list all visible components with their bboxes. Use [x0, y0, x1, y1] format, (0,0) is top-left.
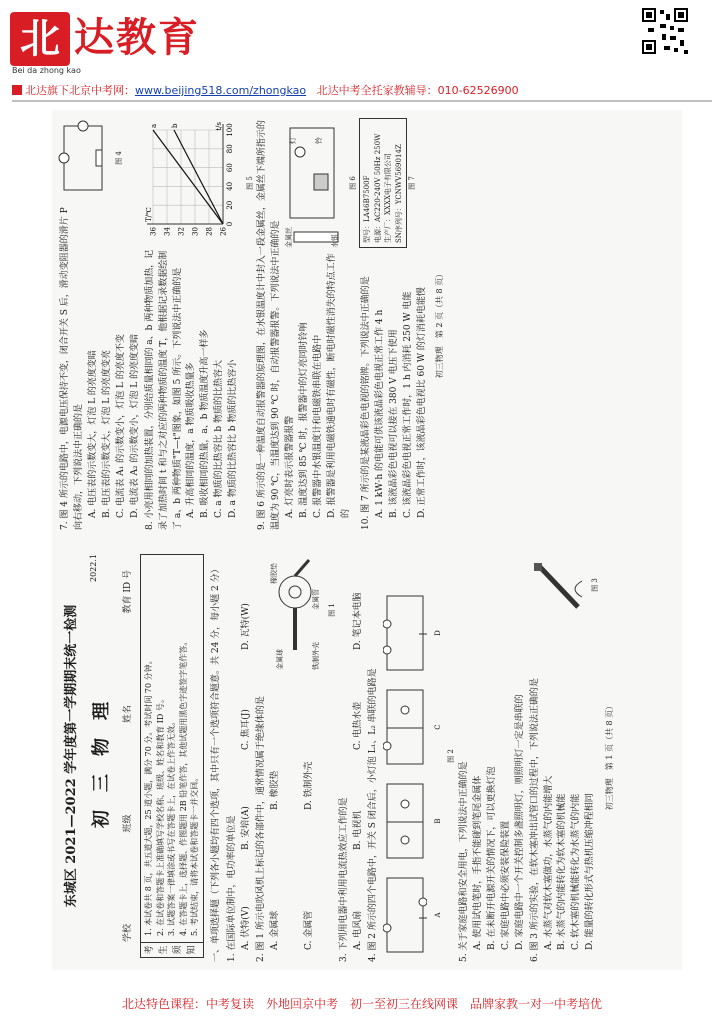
option: D. 能量的转化形式与热机压缩冲程相同 — [585, 793, 596, 950]
figure-7-caption: 图 7 — [408, 176, 417, 190]
figure-3-caption: 图 3 — [590, 578, 599, 592]
fig1-label: 铁制外壳 — [311, 642, 320, 670]
figure-2 — [383, 550, 444, 962]
option: A. 电压表的示数变大，灯泡 L 的亮度变暗 — [87, 350, 98, 518]
option: B. 橡胶垫 — [269, 770, 280, 810]
y-tick-label: 32 — [177, 227, 186, 236]
series-label-a: a — [149, 123, 158, 128]
notes-label: 考生须知 — [141, 942, 203, 957]
figure-5-caption: 图 5 — [245, 176, 254, 190]
question-6-options — [543, 620, 599, 962]
option: B. 电压表的示数变大，灯泡 L 的亮度变亮 — [101, 349, 112, 518]
fig1-label: 金属管 — [311, 589, 320, 610]
exam-notes — [140, 554, 204, 958]
question-9-options — [284, 248, 354, 530]
figure-6-caption: 图 6 — [349, 176, 358, 190]
qr-code-icon — [640, 6, 690, 56]
figure-6 — [284, 118, 359, 248]
x-tick-label: 40 — [225, 181, 234, 191]
circuit-option-b — [383, 780, 444, 862]
brand-pinyin: Bei da zhong kao — [12, 66, 81, 75]
note-item: 1. 本试卷共 8 页，共五道大题，25 道小题，满分 70 分。考试时间 70 分钟。 — [143, 656, 153, 936]
note-item: 2. 在试卷和答题卡上准确填写学校名称、班级、姓名和教育 ID 号。 — [155, 695, 165, 936]
question-2: 2. 图 1 所示电吹风机上标记的各部件中，通常情况属于绝缘体的是 — [255, 696, 266, 962]
option: C. 焦耳(J) — [240, 709, 251, 750]
tagline-suffix: 北达中考全托家教辅导：010-62526900 — [316, 84, 519, 97]
option: A. 金属球 — [269, 910, 280, 950]
question-1: 1. 在国际单位制中，电功率的单位是 — [226, 815, 237, 962]
note-item: 4. 在答题卡上，选择题、作图题用 2B 铅笔作答，其他试题用黑色字迹签字笔作答。 — [178, 637, 188, 936]
circuit-diagram — [383, 592, 427, 674]
test-tube-diagram — [528, 553, 584, 617]
option: B. 电视机 — [353, 810, 364, 850]
option: B. 安培(A) — [240, 806, 251, 850]
circuit-label: B — [434, 818, 443, 824]
student-info-row — [122, 570, 136, 942]
option: A. 使用试电笔时，手指不能碰到笔尾金属体 — [472, 775, 483, 950]
header-divider — [12, 100, 712, 102]
option: D. a 物质的比热容比 b 物质的比热容小 — [228, 359, 239, 518]
circuit-option-d — [383, 592, 444, 674]
option: B. 在未断开电源开关的情况下，可以更换灯泡 — [486, 766, 497, 950]
exam-date: 2022.1 — [89, 554, 98, 582]
notes-list — [141, 555, 203, 942]
note-item: 3. 试题答案一律填涂或书写在答题卡上，在试卷上作答无效。 — [167, 717, 177, 936]
option: D. 报警器是利用电磁铁通电时有磁性，断电时磁性消失的特点工作的 — [327, 253, 352, 518]
tagline-prefix: 北达旗下北京中考网： — [25, 84, 135, 97]
fig6-label: 铃 — [315, 137, 324, 144]
question-2-options — [269, 670, 338, 962]
question-5-options — [472, 550, 528, 962]
option: A. 1 kW·h 的电能可供该液晶彩色电视正常工作 4 h — [375, 309, 385, 518]
question-8: 8. 小亮用相同的加热装置，分别给质量相同的 a、b 两种物质加热，记录了加热时间 t 和与之对应的两种物质的温度 T，他根据记录数据绘制了 a、b 两种物质"T—t"图象，如图 5 所示。下列说法中正确的是 — [144, 249, 183, 530]
circuit-diagram — [58, 120, 108, 196]
fig6-label: 水银 — [331, 234, 340, 248]
info-name: 姓名 — [123, 704, 134, 723]
option: D. 笔记本电脑 — [353, 592, 364, 650]
x-axis-label: t/s — [214, 122, 223, 131]
exam-page-1 — [58, 550, 668, 962]
figure-7 — [359, 118, 430, 248]
question-10: 10. 图 7 所示的是某液晶彩色电视的铭牌。下列说法中正确的是 — [361, 276, 372, 530]
y-tick-label: 28 — [205, 227, 214, 236]
question-3-options — [352, 550, 366, 962]
exam-scan — [52, 110, 682, 970]
tv-nameplate — [359, 118, 407, 248]
fig1-label: 橡胶垫 — [269, 563, 278, 584]
bottom-promo: 北达特色课程：中考复读 外地回京中考 初一至初三在线网课 品牌家教一对一中考培优 — [121, 997, 602, 1011]
option: A. 水蒸气对软木塞做功，水蒸气的内能增大 — [543, 775, 554, 950]
series-line-a — [153, 130, 223, 224]
option: D. 瓦特(W) — [240, 603, 251, 650]
info-school: 学校 — [123, 923, 134, 942]
figure-1 — [269, 550, 338, 670]
circuit-option-c — [383, 686, 444, 768]
circuit-diagram — [383, 874, 427, 956]
info-class: 班级 — [123, 814, 134, 833]
question-6: 6. 图 3 所示的实验，在软木塞冲出试管口的过程中，下列说法正确的是 — [529, 678, 540, 962]
option: C. a 物质的比热容比 b 物质的比热容大 — [214, 360, 225, 518]
home-icon — [12, 85, 22, 95]
option: B. 水蒸气的内能转化为软木塞的机械能 — [557, 793, 568, 950]
option: B. 温度达到 85 ℃ 时，报警器中的灯亮同时铃响 — [299, 322, 310, 518]
fig6-label: 灯 — [289, 137, 298, 144]
option: C. 电热水壶 — [353, 701, 364, 750]
question-5: 5. 关于家庭电路和安全用电，下列说法中正确的是 — [458, 761, 469, 962]
question-7-options — [87, 198, 143, 530]
circuit-label: D — [434, 630, 443, 636]
note-item: 5. 考试结束，请将本试卷和答题卡一并交回。 — [190, 773, 200, 936]
circuit-option-a — [383, 874, 444, 956]
figure-2-caption: 图 2 — [447, 749, 456, 763]
page-number: 初三物理 第 2 页（共 8 页） — [434, 269, 444, 379]
x-tick-label: 100 — [225, 123, 234, 137]
figure-4 — [58, 118, 143, 198]
question-1-options — [240, 550, 254, 962]
option: D. 铁制外壳 — [304, 761, 315, 810]
series-label-b: b — [170, 123, 179, 128]
figure-5 — [143, 118, 256, 248]
figure-4-caption: 图 4 — [114, 151, 123, 165]
y-tick-label: 34 — [163, 227, 172, 236]
option: A. 升高相同的温度，a 物质吸收热量多 — [186, 362, 197, 518]
exam-title: 东城区 2021—2022 学年度第一学期期末统一检测 — [64, 604, 79, 908]
y-tick-label: 30 — [191, 227, 200, 236]
option: A. 伏特(V) — [240, 906, 251, 950]
brand-name: 达教育 — [74, 14, 200, 61]
circuit-label: C — [434, 724, 443, 730]
y-tick-label: 36 — [149, 227, 158, 236]
rotated-exam-sheet — [52, 110, 682, 970]
info-id: 教育 ID 号 — [123, 570, 134, 614]
option: C. 金属管 — [304, 910, 315, 950]
option: B. 该液晶彩色电视可以接在 380 V 电压下使用 — [388, 329, 399, 518]
x-tick-label: 80 — [225, 144, 234, 154]
nameplate-line: 电源：AC220-240V 50Hz 250W — [373, 133, 382, 243]
subject-title: 初三物理 — [91, 684, 113, 828]
brand-logo: 北 — [10, 12, 70, 66]
option: A. 灯亮时表示报警器报警 — [285, 415, 296, 518]
section-heading: 一、单项选择题（下列各小题均有四个选项，其中只有一个选项符合题意。共 24 分，每小题 2 分） — [210, 564, 221, 962]
figure-3 — [528, 550, 601, 620]
page-header — [0, 0, 724, 97]
series-line-b — [174, 130, 223, 224]
circuit-diagram — [383, 686, 427, 768]
figure-1-caption: 图 1 — [327, 603, 336, 617]
y-tick-label: 26 — [219, 227, 228, 236]
option: C. 该液晶彩色电视正常工作时，1 h 内消耗 250 W 电能 — [402, 291, 413, 518]
option: C. 电流表 A₁ 的示数变小，灯泡 L 的亮度不变 — [115, 334, 126, 518]
page-number: 初三物理 第 1 页（共 8 页） — [605, 701, 615, 811]
question-3: 3. 下列用电器中利用电流热效应工作的是 — [339, 797, 350, 962]
option: C. 报警器中水银温度计和电磁铁串联在电路中 — [313, 334, 324, 518]
nameplate-line: SN序列号：YCNWV569014Z — [394, 144, 403, 243]
x-tick-label: 20 — [225, 200, 234, 210]
option: D. 正常工作时，该液晶彩色电视比 60 W 的灯消耗电能慢 — [416, 287, 427, 518]
question-10-options — [374, 248, 430, 530]
question-9: 9. 图 6 所示的是一种温度自动报警器的原理图，在水银温度计中封入一段金属丝，金属丝下端所指示的温度为 90 ℃，当温度达到 90 ℃ 时，自动报警器报警。下列说法中正确的是 — [257, 120, 282, 530]
circuit-diagram — [383, 780, 427, 862]
header-tagline — [12, 82, 704, 100]
nameplate-line: 型号：LA46B7500F — [363, 175, 372, 243]
question-8-options — [185, 248, 241, 530]
fig6-label: 金属丝 — [285, 227, 294, 248]
option: D. 家庭电路中一个开关控制多盏照明灯，则照明灯一定是串联的 — [514, 694, 525, 950]
fig1-label: 金属球 — [275, 649, 284, 670]
website-link[interactable]: www.beijing518.com/zhongkao — [135, 84, 307, 97]
question-7: 7. 图 4 所示的电路中，电源电压保持不变，闭合开关 S 后，滑动变阻器的滑片 P 向右移动，下列说法中正确的是 — [60, 207, 84, 530]
x-tick-label: 60 — [225, 163, 234, 173]
option: A. 电风扇 — [353, 910, 364, 950]
option: D. 电流表 A₂ 的示数变小，灯泡 L 的亮度变暗 — [129, 333, 140, 518]
question-4: 4. 图 2 所示的四个电路中，开关 S 闭合后，小灯泡 L₁、L₂ 串联的电路是 — [368, 668, 379, 962]
option: C. 家庭电路中必须安装保险装置 — [500, 820, 511, 950]
option: B. 吸收相同的热量，a、b 物质温度升高一样多 — [200, 329, 211, 518]
temperature-time-chart — [143, 118, 239, 248]
nameplate-line: 生产厂：XXXX电子有限公司 — [384, 153, 393, 243]
option: C. 软木塞的机械能转化为水蒸气的内能 — [571, 793, 582, 950]
exam-page-2 — [58, 118, 668, 530]
circuit-label: A — [434, 912, 443, 918]
x-tick-label: 0 — [225, 221, 234, 227]
y-axis-label: T/℃ — [144, 207, 153, 222]
